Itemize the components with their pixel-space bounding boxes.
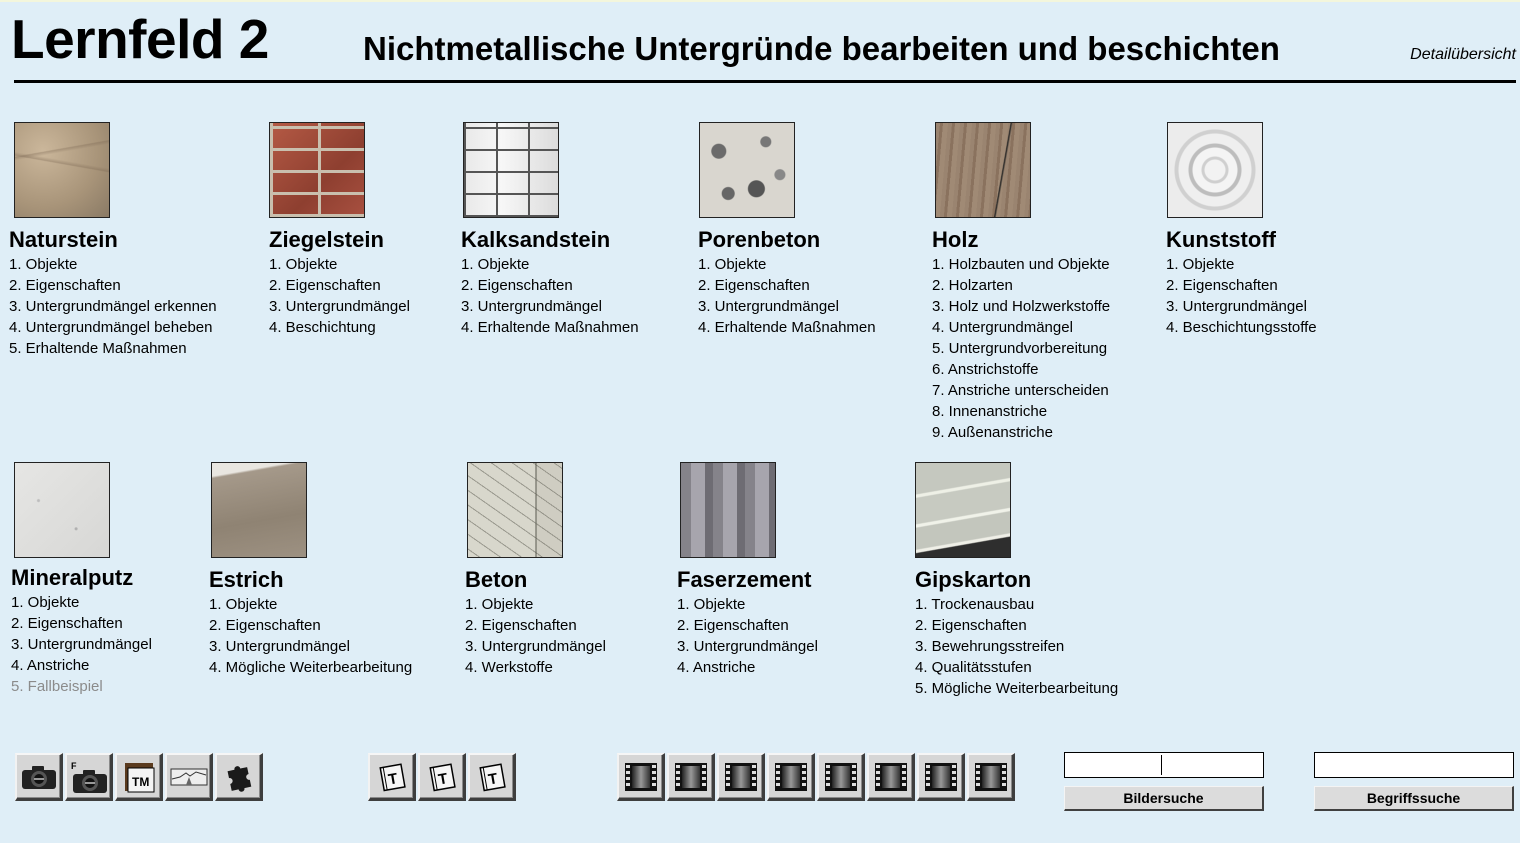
porenbeton-thumbnail[interactable] — [699, 122, 795, 218]
topic-link[interactable]: 1. Objekte — [269, 256, 338, 273]
estrich-thumbnail[interactable] — [211, 462, 307, 558]
material-title[interactable]: Holz — [932, 227, 979, 252]
material-title[interactable]: Beton — [465, 567, 528, 592]
camera-icon — [21, 764, 57, 790]
video-button-6[interactable] — [867, 753, 915, 801]
material-topic-list — [209, 594, 412, 678]
film-icon — [724, 762, 758, 792]
topic-link[interactable]: 1. Objekte — [9, 256, 78, 273]
video-button-8[interactable] — [967, 753, 1015, 801]
film-icon — [874, 762, 908, 792]
material-topic-list — [269, 254, 410, 338]
material-card-porenbeton — [698, 122, 876, 338]
topic-link[interactable]: 3. Untergrundmängel — [677, 638, 818, 655]
topic-link[interactable]: 4. Erhaltende Maßnahmen — [698, 319, 876, 336]
film-icon — [774, 762, 808, 792]
ziegelstein-thumbnail[interactable] — [269, 122, 365, 218]
film-icon — [974, 762, 1008, 792]
topic-link[interactable]: 2. Eigenschaften — [269, 277, 381, 294]
topic-link[interactable]: 2. Eigenschaften — [461, 277, 573, 294]
topic-link[interactable]: 5. Erhaltende Maßnahmen — [9, 340, 187, 357]
naturstein-thumbnail[interactable] — [14, 122, 110, 218]
material-topic-list — [461, 254, 639, 338]
holz-thumbnail[interactable] — [935, 122, 1031, 218]
topic-link[interactable]: 5. Untergrundvorbereitung — [932, 340, 1108, 357]
topic-link[interactable]: 1. Objekte — [11, 594, 80, 611]
film-icon — [674, 762, 708, 792]
topic-link[interactable]: 2. Eigenschaften — [209, 617, 321, 634]
topic-link[interactable]: 4. Anstriche — [677, 659, 756, 676]
topic-link[interactable]: 4. Qualitätsstufen — [915, 659, 1032, 676]
gipskarton-thumbnail[interactable] — [915, 462, 1011, 558]
material-card-faserzement — [677, 462, 818, 678]
topic-link[interactable]: 1. Objekte — [677, 596, 746, 613]
text-document-button-3[interactable] — [468, 753, 516, 801]
topic-link[interactable]: 1. Holzbauten und Objekte — [932, 256, 1110, 273]
material-topic-list — [915, 594, 1118, 699]
text-book-icon — [427, 762, 457, 792]
material-topic-list — [11, 592, 152, 697]
topic-link[interactable]: 2. Eigenschaften — [915, 617, 1027, 634]
topic-link[interactable]: 3. Untergrundmängel — [11, 636, 152, 653]
topic-link[interactable]: 3. Untergrundmängel — [698, 298, 839, 315]
puzzle-button[interactable] — [215, 753, 263, 801]
video-button-3[interactable] — [717, 753, 765, 801]
topic-link[interactable]: 3. Untergrundmängel erkennen — [9, 298, 217, 315]
text-cursor — [1161, 755, 1162, 775]
film-icon — [824, 762, 858, 792]
svg-text:T: T — [486, 769, 499, 789]
video-button-1[interactable] — [617, 753, 665, 801]
image-search-input[interactable] — [1064, 752, 1264, 778]
material-card-beton — [465, 462, 606, 678]
topic-link[interactable]: 4. Werkstoffe — [465, 659, 553, 676]
topic-link[interactable]: 1. Objekte — [465, 596, 534, 613]
topic-link[interactable]: 4. Mögliche Weiterbearbeitung — [209, 659, 413, 676]
page-subtitle: Nichtmetallische Untergründe bearbeiten und beschichten — [363, 30, 1280, 67]
topic-link[interactable]: 3. Untergrundmängel — [461, 298, 602, 315]
term-search-input[interactable] — [1314, 752, 1514, 778]
topic-link[interactable]: 3. Untergrundmängel — [269, 298, 410, 315]
beton-thumbnail[interactable] — [467, 462, 563, 558]
svg-text:T: T — [436, 769, 449, 789]
material-title[interactable]: Kunststoff — [1166, 227, 1276, 252]
material-title[interactable]: Faserzement — [677, 567, 812, 592]
topic-link[interactable]: 1. Objekte — [209, 596, 278, 613]
material-card-kunststoff — [1166, 122, 1317, 338]
tm-document-icon — [121, 759, 157, 795]
topic-link[interactable]: 2. Eigenschaften — [9, 277, 121, 294]
material-card-ziegelstein — [269, 122, 410, 338]
topic-link[interactable]: 8. Innenanstriche — [932, 403, 1048, 420]
material-card-mineralputz — [11, 462, 152, 697]
topic-link[interactable]: 3. Holz und Holzwerkstoffe — [932, 298, 1111, 315]
topic-link[interactable]: 5. Mögliche Weiterbearbeitung — [915, 680, 1119, 697]
topic-link[interactable]: 4. Beschichtung — [269, 319, 376, 336]
topic-link[interactable]: 6. Anstrichstoffe — [932, 361, 1039, 378]
film-icon — [924, 762, 958, 792]
topic-link[interactable]: 2. Eigenschaften — [698, 277, 810, 294]
material-topic-list — [698, 254, 876, 338]
video-button-2[interactable] — [667, 753, 715, 801]
material-topic-list — [677, 594, 818, 678]
photo-gallery-button[interactable] — [15, 753, 63, 801]
material-card-estrich — [209, 462, 412, 678]
topic-link[interactable]: 2. Holzarten — [932, 277, 1013, 294]
topic-link[interactable]: 3. Bewehrungsstreifen — [915, 638, 1065, 655]
material-topic-list — [465, 594, 606, 678]
material-title[interactable]: Naturstein — [9, 227, 118, 252]
text-document-button-2[interactable] — [418, 753, 466, 801]
kunststoff-thumbnail[interactable] — [1167, 122, 1263, 218]
topic-link[interactable]: 4. Beschichtungsstoffe — [1166, 319, 1317, 336]
topic-link[interactable]: 4. Erhaltende Maßnahmen — [461, 319, 639, 336]
photo-gallery-f-button[interactable] — [65, 753, 113, 801]
video-button-4[interactable] — [767, 753, 815, 801]
video-button-5[interactable] — [817, 753, 865, 801]
topic-link[interactable]: 2. Eigenschaften — [677, 617, 789, 634]
topic-link[interactable]: 1. Objekte — [461, 256, 530, 273]
top-strip — [0, 0, 1520, 2]
topic-link[interactable]: 7. Anstriche unterscheiden — [932, 382, 1109, 399]
topic-link[interactable]: 1. Objekte — [1166, 256, 1235, 273]
topic-link[interactable]: 3. Untergrundmängel — [465, 638, 606, 655]
text-book-icon — [377, 762, 407, 792]
material-card-naturstein — [9, 122, 217, 359]
topic-link[interactable]: 9. Außenanstriche — [932, 424, 1053, 441]
panorama-icon — [170, 767, 208, 787]
header-divider — [14, 80, 1516, 83]
text-book-icon — [477, 762, 507, 792]
svg-text:T: T — [386, 769, 399, 789]
material-title[interactable]: Porenbeton — [698, 227, 821, 252]
topic-link[interactable]: 2. Eigenschaften — [1166, 277, 1278, 294]
faserzement-thumbnail[interactable] — [680, 462, 776, 558]
material-title[interactable]: Estrich — [209, 567, 284, 592]
video-button-7[interactable] — [917, 753, 965, 801]
material-card-kalksandstein — [461, 122, 639, 338]
material-title[interactable]: Mineralputz — [11, 565, 134, 590]
material-title[interactable]: Kalksandstein — [461, 227, 611, 252]
film-icon — [624, 762, 658, 792]
topic-link[interactable]: 4. Untergrundmängel beheben — [9, 319, 213, 336]
text-document-button-1[interactable] — [368, 753, 416, 801]
topic-link[interactable]: 1. Trockenausbau — [915, 596, 1035, 613]
material-card-gipskarton — [915, 462, 1118, 699]
tm-document-button[interactable] — [115, 753, 163, 801]
topic-link[interactable]: 2. Eigenschaften — [11, 615, 123, 632]
puzzle-icon — [223, 761, 255, 793]
material-topic-list — [9, 254, 217, 359]
material-topic-list — [932, 254, 1110, 443]
view-label: Detailübersicht — [1410, 46, 1516, 63]
image-search-button[interactable]: Bildersuche — [1064, 786, 1264, 811]
topic-link[interactable]: 3. Untergrundmängel — [1166, 298, 1307, 315]
camera-f-icon — [70, 760, 108, 794]
panorama-button[interactable] — [165, 753, 213, 801]
svg-text:F: F — [70, 760, 76, 771]
term-search-button[interactable]: Begriffssuche — [1314, 786, 1514, 811]
topic-link-disabled: 5. Fallbeispiel — [11, 678, 103, 695]
material-title[interactable]: Gipskarton — [915, 567, 1032, 592]
topic-link[interactable]: 1. Objekte — [698, 256, 767, 273]
kalksandstein-thumbnail[interactable] — [463, 122, 559, 218]
svg-text:TM: TM — [131, 774, 149, 789]
topic-link[interactable]: 3. Untergrundmängel — [209, 638, 350, 655]
page-title: Lernfeld 2 — [11, 8, 269, 70]
topic-link[interactable]: 4. Anstriche — [11, 657, 90, 674]
material-topic-list — [1166, 254, 1317, 338]
material-card-holz — [932, 122, 1110, 443]
topic-link[interactable]: 2. Eigenschaften — [465, 617, 577, 634]
mineralputz-thumbnail[interactable] — [14, 462, 110, 558]
material-title[interactable]: Ziegelstein — [269, 227, 384, 252]
topic-link[interactable]: 4. Untergrundmängel — [932, 319, 1073, 336]
